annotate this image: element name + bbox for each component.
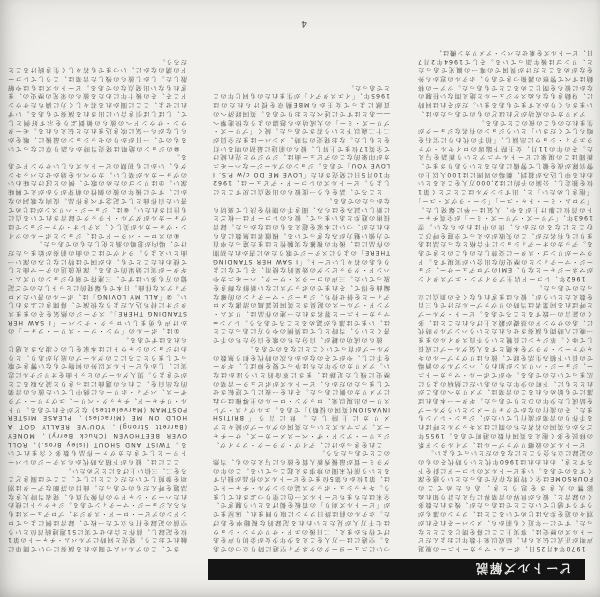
paragraph: ④のスロー・バラードでは、ジョンとポールのツイン・ヴォーカルが美しく、ステレオ・ヴァージョンではヴォーカルがダブル・トラックで録音されている点にも注目されたい。⑥は、ジョージ・ハリスンがはじめて書いた自作曲として記念すべき作品。皮肉な歌詞のなかに、すでに後年の彼の個性の萌芽がうかがえて興味深い。⑦はリンゴのための歌で、例のとぼけた味わいのヴォーカルが楽しい。カウベルを効かせたバッキングも、いかにも初期のビートルズらしいサウンドである。 bbox=[7, 153, 187, 239]
paragraph: 彼らの成功の鍵が、自分たちの歌を自分たちの手で書くという、当時としては異例のやり方にあったことは、いまでは誰もが認めるところであろう。レノン=マッカートニーと署名された一連の作品は、リズム・アンド・ブルースの泥臭さと英国民謡風の清潔なメロディーとを併せ持ち、ジョージ・マーティンの的確な編曲を得て、それまでのポップスにない新鮮な輝きを放っていた。三声のコーラス・ワーク、ハーモニカやハンド・クラッピングの効果的な使用、そしてなによりもあの若々しいビート。「I SAW HER STANDING THERE」のようにステージで歌うために書かれた初期の作品には、後年の複雑な実験性とはまた違った率直で力強い魅力がみなぎっている。模倣者は無数にあらわれたが、ついに本家を超えるものはなかった。録音技術の進歩とあいまって、彼らのレコードは一枚ごとに新しい試みをはらみ、聞き手の期待を決して裏切らなかったのである。 bbox=[212, 196, 390, 344]
paragraph: 1970年4月25日、ポール・マッカートニーの脱退声明が正式に伝えられ、結成以来十数年におよんだビートルズの歴史は、事実上ここに幕を閉じることとなった。すでに一年近くも前から、メンバーそれぞれが別々の道を歩みはじめていることは、ファンの誰もがうすうす感じていたことではあったが、残された数多くの録音と、彼らが世界の音楽界に与えた計り知れぬ影響の大きさを思うとき、あらためてこのFOURSOMEは全く特別な存在であったという感を深くするのである。いまビートルズのレコードに針を下ろすとき、われわれは1960年代という時代そのものの記録に立ち会うことになるのだといってもよい。 bbox=[417, 449, 593, 552]
text-column-2 bbox=[212, 25, 390, 552]
page-title: ビートルズ解説 bbox=[474, 561, 572, 577]
paragraph: これをきっかけに、デイヴ・クラーク・ファイヴ、ジェリー・アンド・ザ・ペースメーカーズ、サーチャーズ、アニマルズといった英国のグループが続々とアメリカに上陸した。世に言う「BRITISH INVASION(英国の侵略)」である。エルヴィス・プレスリーの出現以来、ロックン・ロールの主導権はつねにアメリカの側にあった。それを一夜にして逆転させてしまったのだから、ビートルズがポピュラー音楽の歴史に残した足跡は、まさに革命的というほかはない。アメリカの少年たちは争って髪を伸ばし、ギターを手にし、やがてそのなかから次の時代を担う無数のグループが育っていくことになるのである。 bbox=[212, 344, 390, 448]
paragraph: さて、このアルバムで聞かれる演奏について簡単に触れておこう。発売と同時にアルバム・チャートの第1位を記録し、前作と合わせて実に51週連続首位という空前の記録を打ち立てた一枚で、録音は例によってロンドンのアビー・ロード・スタジオ、プロデュースはもちろんジョージ・マーティンである。ジャケットに使われたハーフ・シャドウの肖像写真も、発表当時大きな話題を呼んだものであった。曲目の詳細なデータは別項を参照していただくことにして、ここでは聞きどころを二、三拾い上げるにとどめたい。 bbox=[7, 466, 187, 552]
text-column-1 bbox=[417, 25, 593, 552]
text-column-3 bbox=[7, 25, 187, 552]
paragraph: ところで、話をもう一度彼らの出発点に戻すことにしよう。ビートルズのレコード・デビューは、1962年10月5日に発売された「LOVE ME DO c/w P.S. I LOVE YOU」である。ジョンのブルージーなハーモニカが印象的なこのデビュー曲は、ジワジワと売れ続けて全英17位まで上昇し、彼らの前途に最初の明るい灯をともした。なお発売の当時、メンバーはまだ全員が二十二歳以下という若さであった。続く「プリーズ・プリーズ・ミー」の大成功から怒濤のような快進撃へ――あとはすでに述べたとおりである。英国経済への貢献によって女王からMBE勲章を授けられたのは1965年、「イエスタデイ」が生まれたのも同じ年のことであった。 bbox=[212, 83, 390, 196]
paragraph: ここには、彼らが下積み時代からステージのレパートリーとしてきたカヴァー作品も数多く含まれている。TWIST AND SHOUT (Isley Bros.)、ROLL OVER BEETHOVEN (Chuck Berry)、MONEY (Barrett Strong)、YOU'VE REALLY GOT A HOLD ON ME (Miracles)、PLEASE MISTER POSTMAN (Marvelettes) などがそれである。リトル・リチャード、チャック・ベリー、エヴァリー・ブラザース、バディ・ホリーらに熱中していた彼らの音楽的な出自を、これらの選曲にはっきりと読み取ることができよう。黒人グループのヒット曲をオリジナルに忠実に、しかもビートルズ以外の何物でもない響きで歌ってしまうところにこのグループの底力があり、とりわけジョンのシャウトには本家をしのぐ凄みさえ感じられるはずである。 bbox=[7, 336, 187, 465]
paragraph: ⑩のジョンの絶唱は発売当時から語り草になっているもので、一日がかりのセッションの最後に、喉をからしながら一気に吹き込まれたと伝えられる。モータウン・サウンドへの彼らの傾倒ぶりを示す好例として、しばしば引き合いに出される演奏でもある。いずれにせよ、ここに聞かれる若々しく力に満ちたサウンドこそ、その後十年にわたる彼らの栄光の歴史の、まぎれもない出発点なのである。ビートルズはもはや解散した。しかし彼らの残した音楽は、こうしてレコードの溝のなかに、いつまでも若々しく生き続けることだろう。 bbox=[7, 57, 187, 152]
paragraph: ①は、ポールの「ワン・ツー・スリー・フォー」のかけ声も勇ましいロック・ナンバー「I SAW HER STANDING THERE」。ステージの熱気をそのままスタジオに持ち込んだような快演で、幕開きにふさわしい。②「ALL MY LOVING」は、ポールの書いたメロディアスな佳曲。日本でも爆発的にヒットしたのでご記憶の方も多いはずで、三連符で刻むジョンのリズム・ギターが実に効果的である。深夜放送のテーマ曲として使われたことでも、わが国では特になじみの深い一曲といえよう。ライヴではこの曲の前奏が始まっただけで、場内が悲鳴の渦と化したものであった。 bbox=[7, 240, 187, 335]
title-bar bbox=[208, 559, 585, 580]
paragraph: ついにニューヨークのケネディ空港に降り立つのである。空港には一万人をこえる少年少女が金切り声をあげて待ちかまえ、二日後のエド・サリヴァン・ショウは七千万人が見たといわれる記録的な視聴率をあげた。ホテルの前は終日ファンに取り囲まれ、床屋までが「ビートルズ刈り」の看板を掲げるという騒ぎで、全米はたちまちビートルズ一色に塗りつぶされてしまう。キャッシュ・ボックス誌のシングル・チャートでは、第1位から第5位までをビートルズの作品が独占するという前代未聞の珍事さえ起こっている。この年のグラミー賞が最優秀新人賞を彼らに与えたのも、当然のことであったろう。 bbox=[212, 449, 390, 552]
paragraph: ビートルズの故郷リヴァプールは、アイルランド系の移民を多く抱える英国有数の港町である。1955年ごろから英国の若者たちの間にはスキッフルと呼ばれる手作りの音楽が流行していたが、ジョン・レノンもまた、その流行のなかでクォリーメンというグループを結成した少年のひとりであった。ギター一本あれば誰にでも始められるこの音楽は、アメリカへのあこがれとともに、下町の少年たちのあいだに熱病のように広まっていたのである。やがてポール・マッカートニー、ジョージ・ハリスンが加わり、ハンブルクの酒場での長い下積み生活を経て、彼らはリヴァプールのキャヴァーン・クラブを本拠とする人気グループに成長してゆく。革ジャンに長靴という不良スタイルのまま一晩に八時間も演奏させられたというハンブルク時代に、あのサウンドの基礎が鍛え上げられたことは、多くの証言の一致するところである。ビート・グループと呼ばれる同業者は当時のリヴァプールだけでも三百を数えたというが、彼らはまぎれもなくその頂点に立ったのであった。 bbox=[417, 283, 593, 448]
paragraph: 1962年、レコード店主ブライアン・エプスタインがマネージャーとなり、EMIのプロデューサー、ジョージ・マーティンとの歴史的な出会いが実現する。ドラマーがリンゴ・スターに交替したのもこのときである。デッカのオーディションに不合格となった話はあまりにも有名だが、この失敗がかえって幸運を呼びこむことになるのだから、世の中はわからない。翌1963年、「プリーズ・プリーズ・ミー」が全英チャートの首位に駆け上がるや、人気は一挙に爆発した。「フロム・ミー・トゥ・ユー」「シー・ラヴズ・ユー」「抱きしめたい」と、出すシングルはことごとく第1位を独走し、公演の予約には2,000万人をこえるといわれる申し込みが殺到、劇場の周囲には100人以上の警官隊が夜を徹して警備にあたるというありさまで、新聞はこの現象にビートルマニアという新語を与えた。その年の11月、女王陛下臨席のロイヤル・ヴァラエティ・ショウに出演し、「拍手の代わりに宝石を鳴らしてください」というジョンの有名なジョークが生まれたのもこの夜のことである。 bbox=[417, 118, 593, 283]
paragraph: アメリカでの成功がどれほどのものであったかは、いまさらくりかえすまでもあるまい。だがそれは同時に、身動きもならぬスケジュールと絶え間ない狂騒のなかに彼らを閉じこめることでもあった。ツアーの移動はすべて警察の護衛つきであり、ホテルの窓から外をながめることだけが異国での唯一の観光であったと、リンゴは後年語っている。そして1964年2月7日、ビートルズを乗せたパン・アメリカン機は、 bbox=[417, 48, 593, 117]
page-number: 4 bbox=[301, 18, 307, 28]
